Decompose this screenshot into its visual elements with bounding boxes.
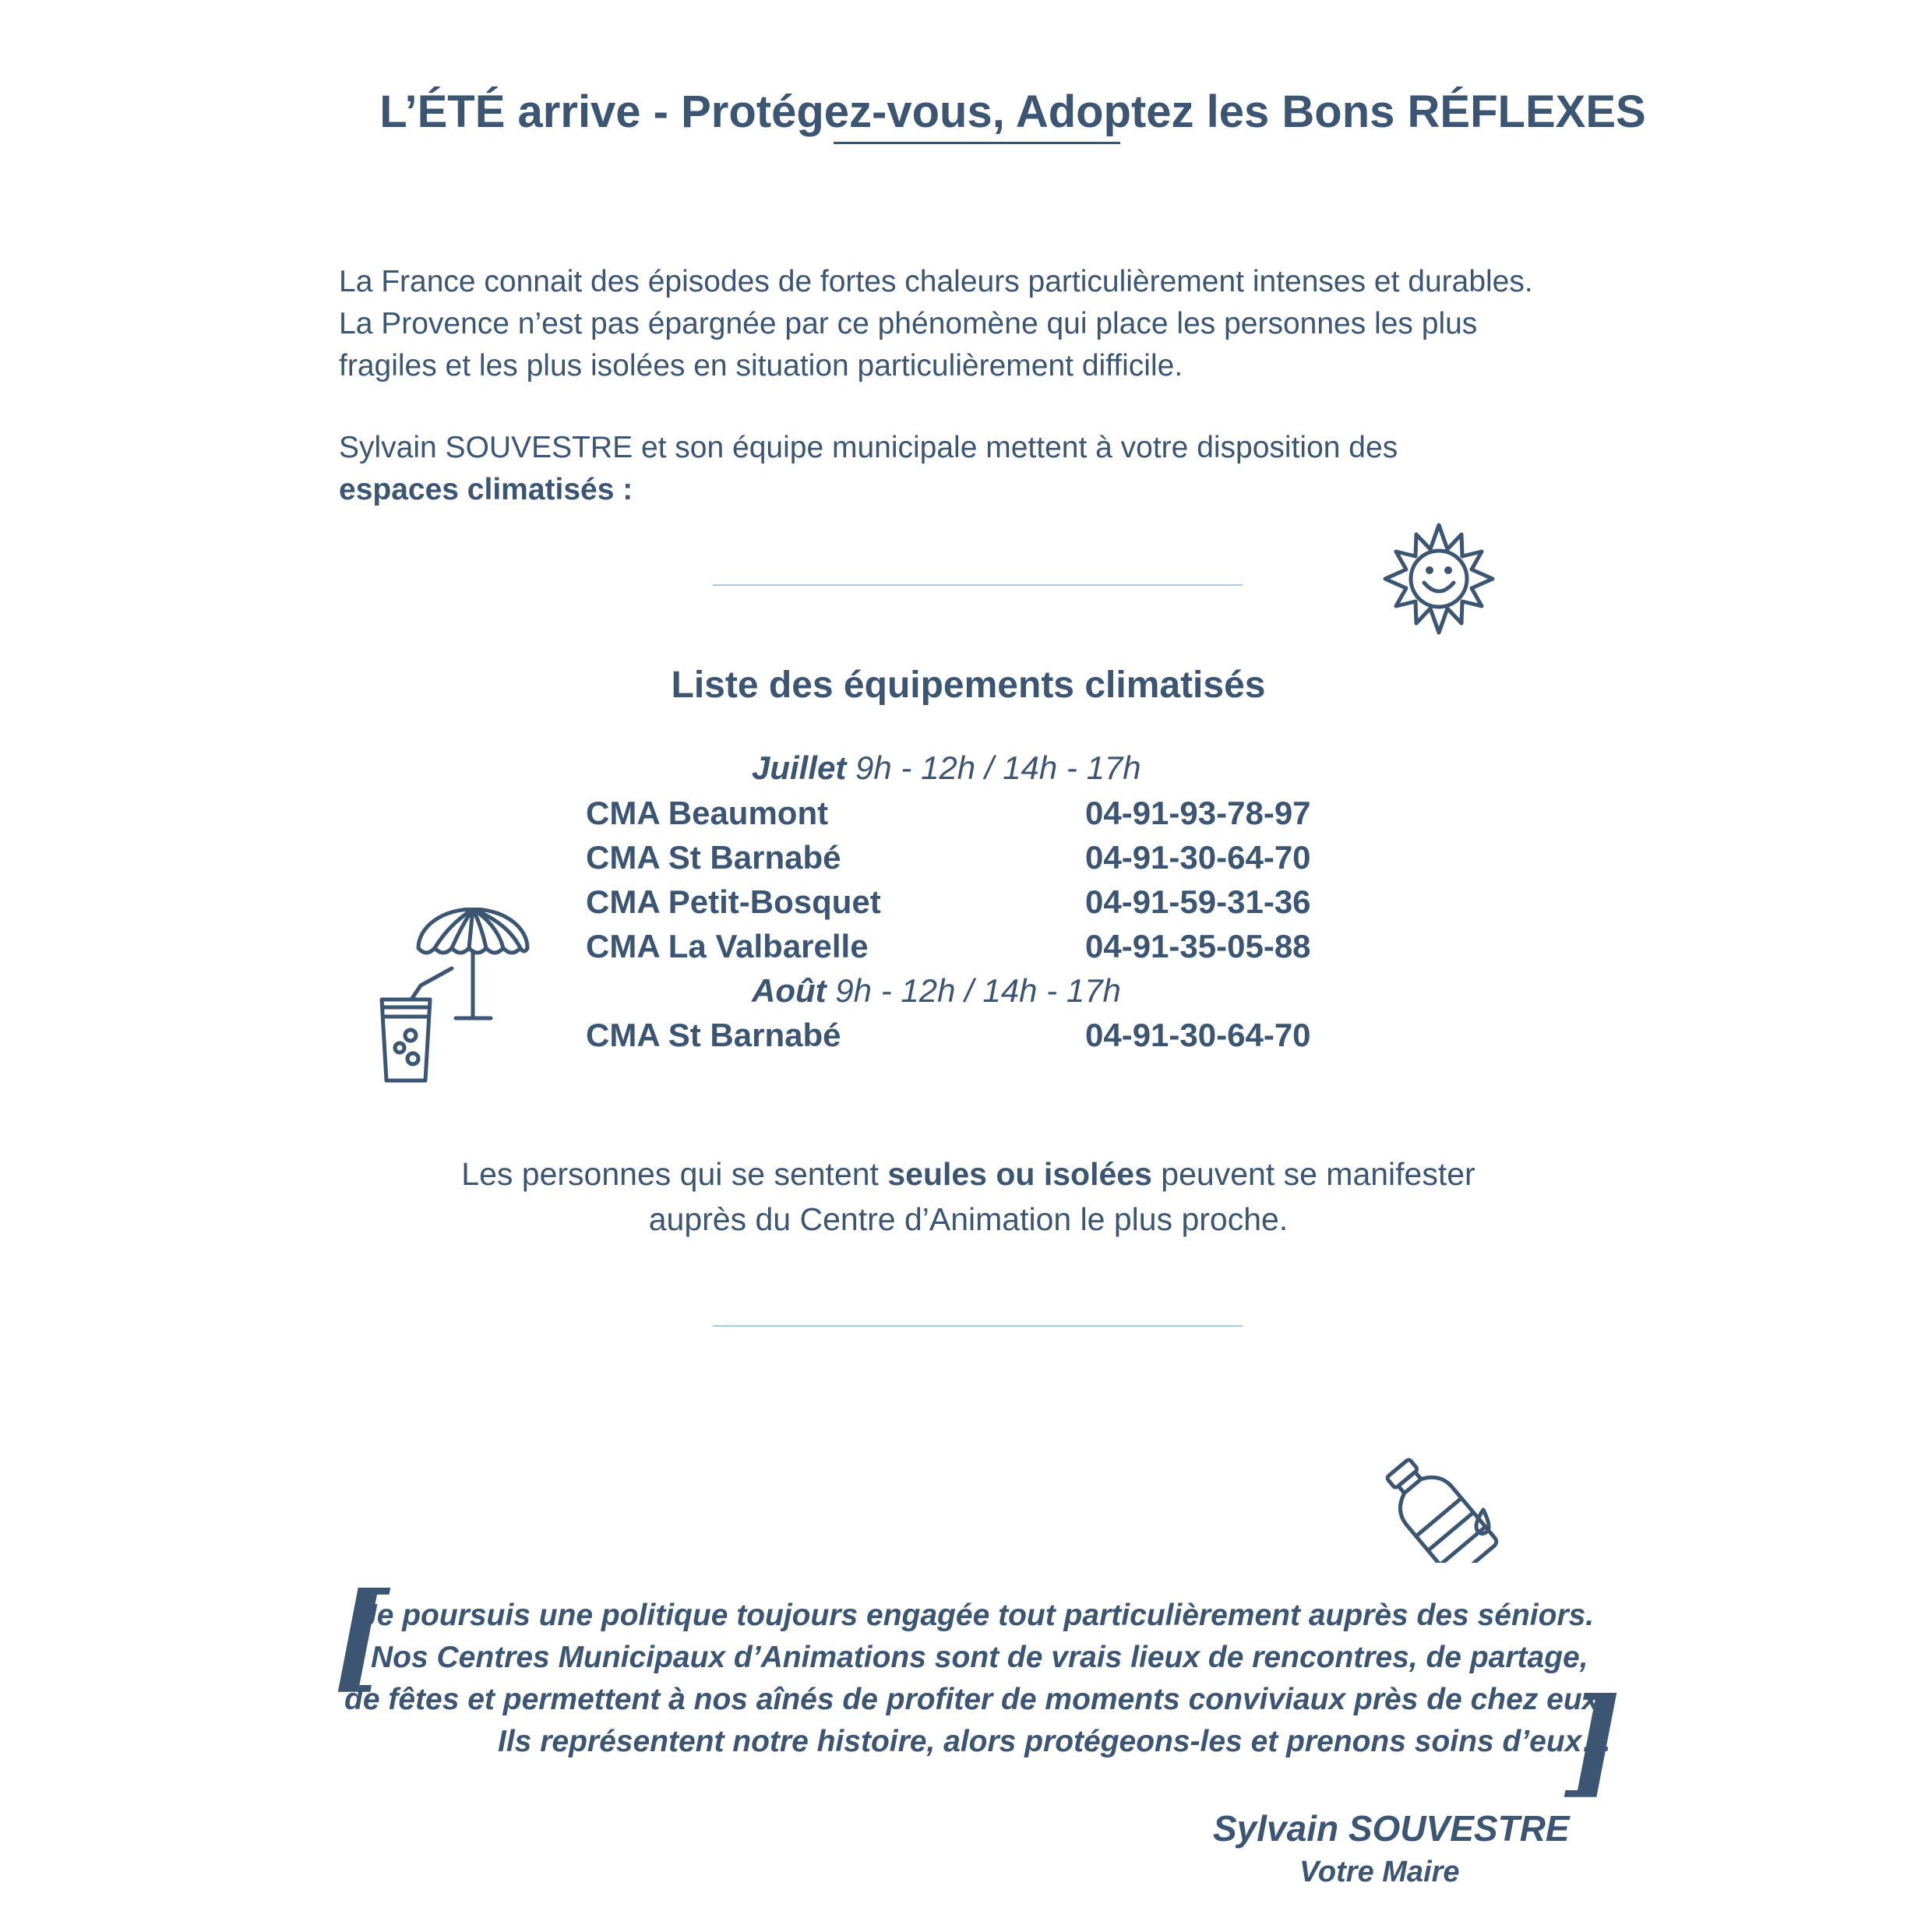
cma-phone: 04-91-35-05-88	[1085, 928, 1311, 964]
month-aout	[752, 972, 1121, 1010]
isolees-line2: auprès du Centre d’Animation le plus proche.	[648, 1201, 1289, 1237]
cma-name: CMA Beaumont	[586, 795, 829, 831]
cma-phone: 04-91-30-64-70	[1085, 839, 1311, 876]
cma-phone: 04-91-93-78-97	[1085, 795, 1311, 831]
cma-name: CMA Petit-Bosquet	[586, 883, 881, 920]
intro-bold-line: espaces climatisés :	[339, 473, 633, 506]
divider-top	[713, 584, 1243, 586]
isolees-text: Les personnes qui se sentent	[461, 1156, 888, 1192]
isolees-bold: seules ou isolées	[887, 1156, 1152, 1192]
quote-close-bracket: ]	[1566, 1673, 1621, 1810]
quote-line: de fêtes et permettent à nos aînés de profiter de moments conviviaux près de chez eux.	[344, 1683, 1608, 1716]
quote-line: Je poursuis une politique toujours engagée tout particulièrement auprès des séniors.	[360, 1599, 1595, 1632]
intro-paragraph	[339, 261, 1616, 387]
cma-name: CMA La Valbarelle	[586, 928, 869, 964]
intro-line: La France connait des épisodes de fortes chaleurs particulièrement intenses et durables.	[339, 265, 1533, 298]
title-underline	[834, 142, 1120, 144]
cma-name: CMA St Barnabé	[586, 839, 841, 876]
isolated-people-paragraph	[0, 1151, 1932, 1242]
month-hours: 9h - 12h / 14h - 17h	[846, 749, 1141, 786]
cma-phone: 04-91-30-64-70	[1085, 1017, 1311, 1053]
page-title: L’ÉTÉ arrive - Protégez-vous, Adoptez les Bons RÉFLEXES	[379, 86, 1646, 137]
month-label: Août	[752, 972, 827, 1009]
quote-line: Nos Centres Municipaux d’Animations sont de vrais lieux de rencontres, de partage,	[371, 1641, 1588, 1674]
month-hours: 9h - 12h / 14h - 17h	[826, 972, 1121, 1009]
parasol-drink-icon	[374, 908, 538, 1087]
divider-bottom	[713, 1325, 1243, 1327]
quote-open-bracket: [	[333, 1567, 389, 1705]
signature-name: Sylvain SOUVESTRE	[1213, 1808, 1570, 1849]
cma-phone: 04-91-59-31-36	[1085, 883, 1311, 920]
isolees-text: peuvent se manifester	[1151, 1156, 1475, 1192]
intro-paragraph-2	[339, 427, 1616, 511]
intro-line: fragiles et les plus isolées en situation particulièrement difficile.	[339, 349, 1183, 383]
list-title: Liste des équipements climatisés	[671, 665, 1266, 706]
signature-role: Votre Maire	[1299, 1856, 1460, 1888]
month-juillet	[752, 749, 1141, 787]
sun-icon	[1380, 520, 1497, 637]
water-bottle-icon	[1383, 1454, 1500, 1563]
cma-name: CMA St Barnabé	[586, 1017, 841, 1053]
intro-line: La Provence n’est pas épargnée par ce phénomène qui place les personnes les plus	[339, 307, 1478, 340]
intro-line: Sylvain SOUVESTRE et son équipe municipale mettent à votre disposition des	[339, 431, 1398, 464]
quote-line: Ils représentent notre histoire, alors protégeons-les et prenons soins d’eux…	[498, 1725, 1613, 1758]
month-label: Juillet	[752, 749, 847, 786]
